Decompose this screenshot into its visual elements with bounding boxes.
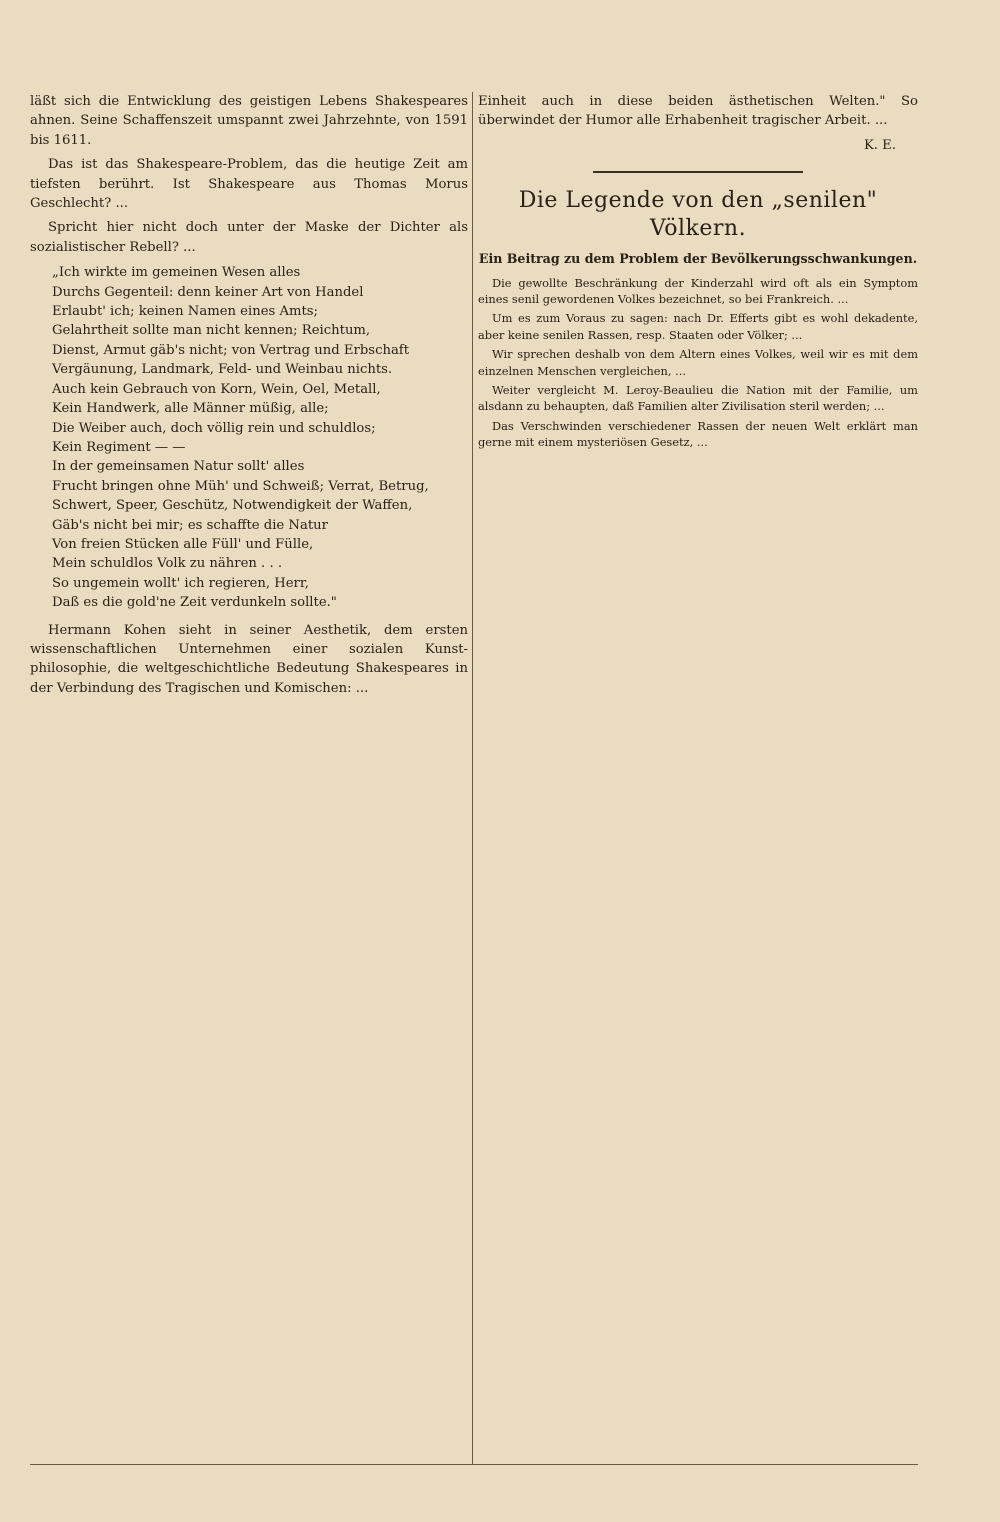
author-signature: K. E. — [863, 137, 896, 153]
verse-line: Erlaubt' ich; keinen Namen eines Amts; — [52, 304, 319, 320]
verse-line: So ungemein wollt' ich regieren, Herr, — [52, 575, 309, 591]
verse-line: Frucht bringen ohne Müh' und Schweiß; Verrat, Betrug, — [52, 478, 429, 494]
column-divider — [472, 92, 473, 1464]
paragraph: Weiter vergleicht M. Leroy-Beaulieu die Nation mit der Familie, um alsdann zu behaupten, daß Familien alter Zivilisation steril werden; ... — [478, 383, 918, 414]
bottom-rule — [30, 1464, 918, 1465]
verse-line: Gäb's nicht bei mir; es schaffte die Natur — [52, 517, 328, 533]
verse-line: „Ich wirkte im gemeinen Wesen alles — [52, 265, 301, 281]
paragraph: Das ist das Shakespeare-Problem, das die heutige Zeit am tiefsten berührt. Ist Shakespeare aus Thomas Morus Geschlecht? ... — [30, 157, 468, 212]
verse-line: Auch kein Gebrauch von Korn, Wein, Oel, Metall, — [52, 381, 381, 397]
verse-line: Kein Handwerk, alle Männer müßig, alle; — [52, 401, 329, 417]
paragraph: Das Verschwinden verschiedener Rassen der neuen Welt erklärt man gerne mit einem mysteriösen Gesetz, ... — [478, 418, 918, 450]
verse-line: Von freien Stücken alle Füll' und Fülle, — [52, 536, 314, 552]
verse-line: Durchs Gegenteil: denn keiner Art von Handel — [52, 284, 364, 300]
verse-line: Die Weiber auch, doch völlig rein und schuldlos; — [52, 420, 376, 436]
verse-line: Kein Regiment — — — [52, 439, 186, 455]
verse-line: Mein schuldlos Volk zu nähren . . . — [52, 556, 283, 572]
verse-line: Schwert, Speer, Geschütz, Notwendigkeit der Waffen, — [52, 498, 413, 514]
verse-line: In der gemeinsamen Natur sollt' alles — [52, 459, 305, 475]
right-column — [478, 92, 918, 454]
article-body — [478, 275, 918, 451]
verse-line: Dienst, Armut gäb's nicht; von Vertrag und Erbschaft — [52, 342, 409, 358]
verse-block — [52, 263, 468, 612]
paragraph: Spricht hier nicht doch unter der Maske der Dichter als sozialistischer Rebell? ... — [30, 220, 468, 255]
paragraph: läßt sich die Entwicklung des geistigen Lebens Shakespeares ahnen. Seine Schaffenszeit umspannt zwei Jahrzehnte, von 1591 bis 1611. — [30, 94, 468, 148]
paragraph: Um es zum Voraus zu sagen: nach Dr. Efferts gibt es wohl dekadente, aber keine senilen Rassen, resp. Staaten oder Völker; ... — [478, 311, 918, 342]
paragraph: Wir sprechen deshalb von dem Altern eines Volkes, weil wir es mit dem einzelnen Menschen vergleichen, ... — [478, 347, 918, 378]
article-subtitle: Ein Beitrag zu dem Problem der Bevölkerungsschwankungen. — [478, 251, 918, 267]
section-separator — [593, 171, 803, 173]
paragraph: Die gewollte Beschränkung der Kinderzahl wird oft als ein Symptom eines senil gewordenen Volkes bezeichnet, so bei Frankreich. ... — [478, 275, 918, 307]
left-column — [30, 92, 468, 703]
verse-line: Daß es die gold'ne Zeit verdunkeln sollte." — [52, 595, 337, 611]
verse-line: Vergäunung, Landmark, Feld- und Weinbau nichts. — [52, 362, 393, 378]
article-title: Die Legende von den „senilen" Völkern. — [518, 188, 878, 242]
paragraph: Hermann Kohen sieht in seiner Aesthetik, dem ersten wissenschaftlichen Unternehmen einer sozialen Kunst-philosophie, die weltgeschichtliche Bedeutung Shakespeares in der Verbindung des Tragischen und Komischen: ... — [30, 622, 468, 696]
paragraph: Einheit auch in diese beiden ästhetischen Welten." So überwindet der Humor alle Erhabenheit tragischer Arbeit. ... — [478, 94, 918, 129]
verse-line: Gelahrtheit sollte man nicht kennen; Reichtum, — [52, 323, 371, 339]
